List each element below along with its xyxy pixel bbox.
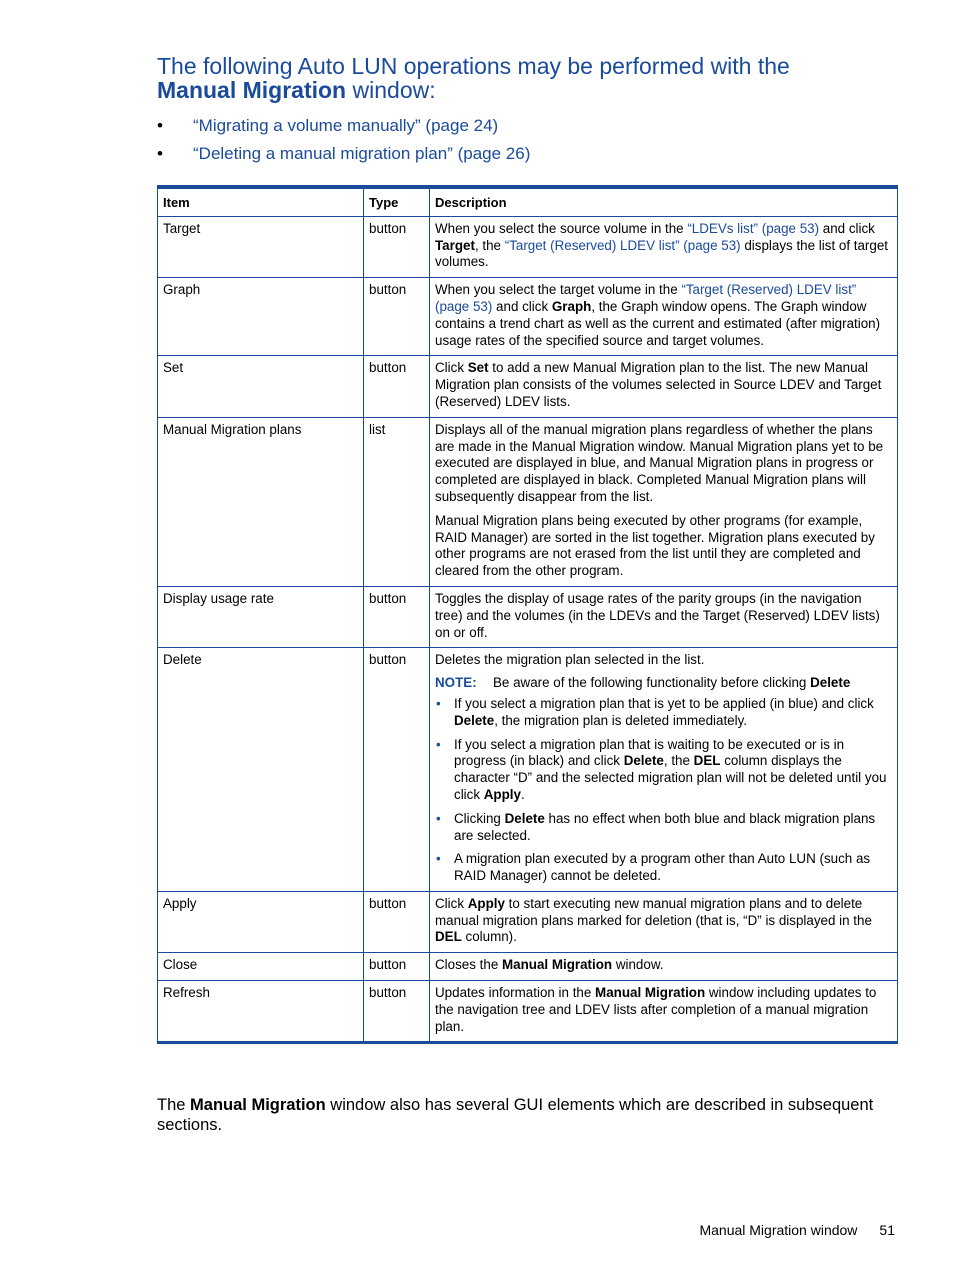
table-row xyxy=(158,356,898,417)
link-ldevs-list[interactable]: “LDEVs list” (page 53) xyxy=(687,220,820,236)
header-type: Type xyxy=(364,187,430,216)
cell-description: Click Set to add a new Manual Migration plan to the list. The new Manual Migration plan consists of the volumes selected in Source LDEV and Target (Reserved) LDEV lists. xyxy=(430,356,898,417)
description-paragraph: Deletes the migration plan selected in the list. xyxy=(435,652,705,668)
cell-type: button xyxy=(364,981,430,1043)
page-number: 51 xyxy=(879,1222,895,1238)
table-row xyxy=(158,953,898,981)
bullet-icon: • xyxy=(436,851,441,867)
header-item: Item xyxy=(158,187,364,216)
cell-description: Toggles the display of usage rates of the parity groups (in the navigation tree) and the volumes (in the LDEVs and the Target (Reserved) LDEV lists) on or off. xyxy=(430,586,898,647)
table-header-row xyxy=(158,187,898,216)
list-item: • If you select a migration plan that is waiting to be executed or is in progress (in black) and click Delete, the DEL column displays the character “D” and the selected migration plan will not be deleted until you click Apply. xyxy=(436,736,887,802)
cell-item: Delete xyxy=(158,648,364,892)
list-item: • Clicking Delete has no effect when both blue and black migration plans are selected. xyxy=(436,810,876,843)
list-item: • If you select a migration plan that is yet to be applied (in blue) and click Delete, the migration plan is deleted immediately. xyxy=(436,695,874,728)
cell-type: button xyxy=(364,278,430,356)
bullet-icon: • xyxy=(436,736,441,752)
note-bullets xyxy=(435,696,892,885)
table-row xyxy=(158,586,898,647)
link-migrating-volume[interactable]: “Migrating a volume manually” (page 24) xyxy=(193,116,499,135)
description-paragraph: Manual Migration plans being executed by other programs (for example, RAID Manager) are sorted in the list together. Migration plans executed by other programs are not erased from the list until they are completed and cleared from the other program. xyxy=(435,512,875,579)
cell-type: list xyxy=(364,417,430,586)
cell-description: Closes the Manual Migration window. xyxy=(430,953,898,981)
cell-type: button xyxy=(364,953,430,981)
link-target-ldev-list[interactable]: “Target (Reserved) LDEV list” (page 53) xyxy=(504,237,741,253)
cell-item: Target xyxy=(158,216,364,277)
cell-item: Manual Migration plans xyxy=(158,417,364,586)
bullet-icon: • xyxy=(157,116,163,135)
note-label: NOTE: xyxy=(435,675,477,691)
table-row xyxy=(158,981,898,1043)
table-row xyxy=(158,891,898,952)
cell-description: When you select the source volume in the “LDEVs list” (page 53) and click Target, the “Target (Reserved) LDEV list” (page 53) displays the list of target volumes. xyxy=(430,216,898,277)
link-target-ldev-list[interactable]: “Target (Reserved) LDEV list” (page 53) xyxy=(435,282,857,314)
link-item[interactable] xyxy=(157,142,530,170)
cell-type: button xyxy=(364,586,430,647)
bullet-icon: • xyxy=(436,810,441,826)
table-row xyxy=(158,417,898,586)
heading-bold: Manual Migration xyxy=(157,77,347,103)
cell-description xyxy=(430,648,898,892)
cell-item: Close xyxy=(158,953,364,981)
link-deleting-plan[interactable]: “Deleting a manual migration plan” (page 26) xyxy=(193,144,531,163)
page-heading: The following Auto LUN operations may be performed with the Manual Migration window: xyxy=(157,53,790,103)
cell-item: Apply xyxy=(158,891,364,952)
cell-description xyxy=(430,417,898,586)
cell-description: Updates information in the Manual Migration window including updates to the navigation tree and LDEV lists after completion of a manual migration plan. xyxy=(430,981,898,1043)
header-description: Description xyxy=(430,187,898,216)
note: NOTE: Be aware of the following functionality before clicking Delete xyxy=(435,675,851,691)
cell-type: button xyxy=(364,648,430,892)
cell-description: Click Apply to start executing new manual migration plans and to delete manual migration plans marked for deletion (that is, “D” is displayed in the DEL column). xyxy=(430,891,898,952)
cell-item: Set xyxy=(158,356,364,417)
related-links xyxy=(157,114,530,170)
bullet-icon: • xyxy=(157,144,163,163)
table-row xyxy=(158,278,898,356)
cell-type: button xyxy=(364,891,430,952)
closing-paragraph: The Manual Migration window also has several GUI elements which are described in subsequent sections. xyxy=(157,1096,874,1134)
cell-item: Graph xyxy=(158,278,364,356)
description-paragraph: Displays all of the manual migration plans regardless of whether the plans are made in the Manual Migration window. Manual Migration plans yet to be executed are displayed in blue, and Manual Migration plans in progress or completed are displayed in black. Completed Manual Migration plans will subsequently disappear from the list. xyxy=(435,421,884,504)
cell-type: button xyxy=(364,356,430,417)
cell-type: button xyxy=(364,216,430,277)
table-row xyxy=(158,648,898,892)
operations-table xyxy=(157,185,898,1044)
cell-item: Refresh xyxy=(158,981,364,1043)
cell-item: Display usage rate xyxy=(158,586,364,647)
list-item: • A migration plan executed by a program other than Auto LUN (such as RAID Manager) cannot be deleted. xyxy=(436,851,871,884)
link-item[interactable] xyxy=(157,114,530,142)
bullet-icon: • xyxy=(436,695,441,711)
page-footer xyxy=(699,1222,895,1238)
cell-description: When you select the target volume in the “Target (Reserved) LDEV list” (page 53) and click Graph, the Graph window opens. The Graph window contains a trend chart as well as the current and estimated (after migration) usage rates of the specified source and target volumes. xyxy=(430,278,898,356)
footer-section-title: Manual Migration window xyxy=(699,1222,858,1238)
table-row xyxy=(158,216,898,277)
